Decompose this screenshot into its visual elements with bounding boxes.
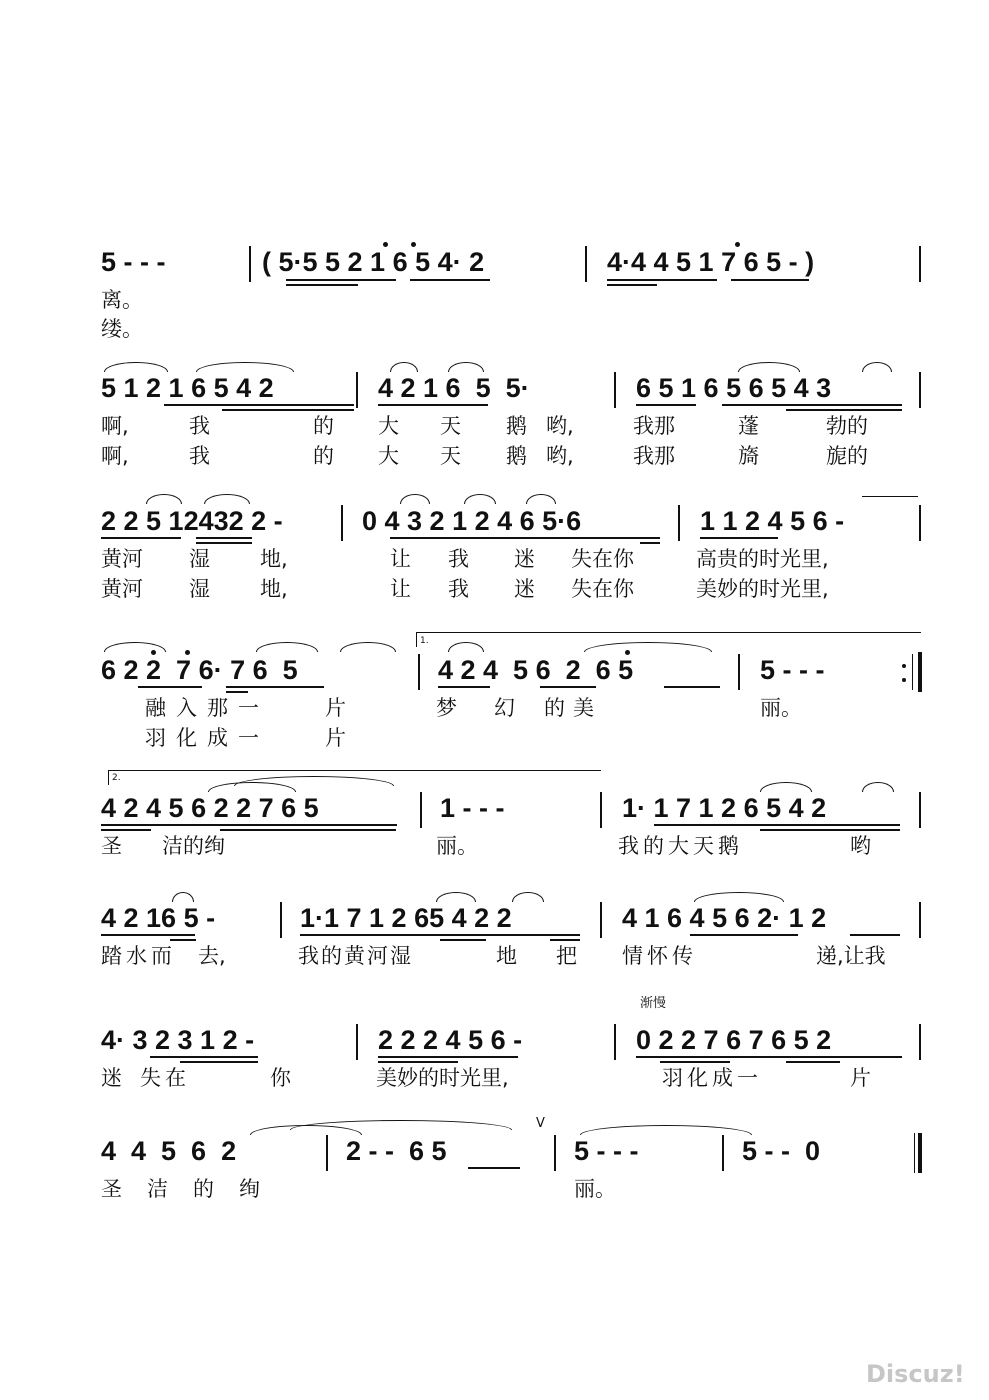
- lyric: 蓬: [738, 414, 759, 438]
- slur: [580, 1125, 752, 1135]
- underline: [660, 1061, 730, 1063]
- lyric: 大: [378, 444, 399, 468]
- barline: [326, 1135, 328, 1171]
- repeat-dot: [902, 664, 906, 668]
- breath-mark: V: [536, 1116, 545, 1131]
- barline: [919, 902, 921, 938]
- slur: [760, 782, 812, 792]
- underline: [700, 537, 778, 539]
- line7-notes-m3: 0 2 2 7 6 7 6 5 2: [636, 1025, 832, 1055]
- underline: [731, 279, 809, 281]
- line2-notes-m2: 4 2 1 6 5 5·: [378, 373, 530, 403]
- underline: [222, 409, 354, 411]
- repeat-barline: [918, 652, 922, 692]
- lyric: 失在: [140, 1066, 190, 1090]
- underline: [196, 542, 252, 544]
- line5-notes-m2: 1 - - -: [440, 793, 505, 823]
- lyric: 幻: [494, 696, 515, 720]
- underline: [664, 686, 720, 688]
- lyric: 的美: [544, 696, 602, 720]
- tempo-mark: 渐慢: [640, 996, 667, 1011]
- underline: [760, 829, 900, 831]
- barline: [919, 1024, 921, 1060]
- slur: [526, 494, 556, 504]
- underline: [378, 1056, 518, 1058]
- underline: [226, 686, 324, 688]
- lyric: 哟,: [546, 444, 574, 468]
- line4-notes-m3: 5 - - -: [760, 655, 825, 685]
- underline: [410, 279, 490, 281]
- barline: [585, 246, 587, 282]
- slur: [146, 494, 182, 504]
- lyric: 洁的绚: [162, 834, 225, 858]
- lyric: 丽。: [574, 1177, 616, 1201]
- underline: [164, 404, 354, 406]
- lyric: 迷: [101, 1066, 122, 1090]
- underline: [640, 542, 660, 544]
- octave-dot: [151, 650, 156, 655]
- line8-notes-m3: 5 - - -: [574, 1136, 639, 1166]
- barline: [249, 246, 251, 282]
- lyric: 片: [325, 696, 346, 720]
- repeat-barline: [912, 654, 913, 690]
- line2-notes-m1: 5 1 2 1 6 5 4 2: [101, 373, 274, 403]
- slur: [436, 892, 476, 902]
- barline: [919, 792, 921, 828]
- lyric: 地,: [260, 577, 288, 601]
- underline: [101, 934, 195, 936]
- line6-notes-m1: 4 2 16 5 -: [101, 903, 216, 933]
- line8-notes-m2: 2 - - 6 5: [346, 1136, 447, 1166]
- barline: [614, 1024, 616, 1060]
- underline: [180, 1061, 258, 1063]
- slur: [204, 494, 250, 504]
- underline: [607, 279, 717, 281]
- barline: [919, 372, 921, 408]
- line3-notes-m1: 2 2 5 12432 2 -: [101, 506, 283, 536]
- underline: [220, 829, 396, 831]
- underline: [440, 939, 486, 941]
- lyric: 洁: [147, 1177, 168, 1201]
- lyric: 鹅: [506, 444, 527, 468]
- lyric: 失在你: [571, 577, 634, 601]
- underline: [722, 404, 902, 406]
- lyric: 天: [440, 414, 461, 438]
- slur: [738, 362, 800, 372]
- octave-dot: [185, 650, 190, 655]
- lyric: 地,: [260, 547, 288, 571]
- underline: [690, 934, 798, 936]
- slur: [256, 642, 318, 652]
- barline: [722, 1135, 724, 1171]
- barline: [554, 1135, 556, 1171]
- lyric: 的: [193, 1177, 214, 1201]
- slur: [862, 362, 892, 372]
- barline: [919, 505, 921, 541]
- line4-notes-m1: 6 2 2 7 6· 7 6 5: [101, 655, 298, 685]
- discuz-watermark: Discuz!: [866, 1360, 965, 1388]
- repeat-dot: [902, 678, 906, 682]
- lyric: 旖: [738, 444, 759, 468]
- underline: [550, 939, 580, 941]
- barline: [614, 372, 616, 408]
- lyric: 鹅: [506, 414, 527, 438]
- underline: [636, 404, 696, 406]
- lyric: 我: [448, 547, 469, 571]
- lyric: 递,让我: [816, 944, 886, 968]
- barline: [678, 505, 680, 541]
- lyric: 踏水而: [101, 944, 176, 968]
- line5-notes-m1: 4 2 4 5 6 2 2 7 6 5: [101, 793, 319, 823]
- lyric: 羽化成一: [662, 1066, 762, 1090]
- lyric: 啊,: [101, 414, 129, 438]
- line4-notes-m2: 4 2 4 5 6 2 6 5: [438, 655, 634, 685]
- lyric: 你: [270, 1066, 291, 1090]
- lyric: 高贵的时光里,: [696, 547, 829, 571]
- underline: [468, 1167, 520, 1169]
- slur: [390, 362, 418, 372]
- underline: [786, 1061, 840, 1063]
- lyric: 的: [313, 444, 334, 468]
- slur: [694, 892, 784, 902]
- slur: [104, 362, 168, 372]
- lyric: 地: [496, 944, 517, 968]
- lyric: 天: [440, 444, 461, 468]
- octave-dot: [411, 242, 416, 247]
- lyric: 黄河: [101, 577, 143, 601]
- lyric: 圣: [101, 834, 122, 858]
- slur: [104, 642, 166, 652]
- barline: [356, 372, 358, 408]
- barline: [420, 792, 422, 828]
- underline: [540, 686, 596, 688]
- line6-notes-m3: 4 1 6 4 5 6 2· 1 2: [622, 903, 827, 933]
- final-barline: [918, 1133, 922, 1173]
- underline: [196, 537, 252, 539]
- slur: [172, 892, 194, 902]
- line6-notes-m2: 1·1 7 1 2 65 4 2 2: [300, 903, 512, 933]
- lyric: 我: [189, 444, 210, 468]
- lyric: 我的大天鹅: [618, 834, 743, 858]
- lyric: 梦: [436, 696, 457, 720]
- lyric: 大: [378, 414, 399, 438]
- underline: [286, 284, 358, 286]
- lyric: 丽。: [760, 696, 802, 720]
- lyric: 丽。: [436, 834, 478, 858]
- underline: [286, 279, 396, 281]
- line3-notes-m2: 0 4 3 2 1 2 4 6 5·6: [362, 506, 582, 536]
- lyric: 情怀传: [622, 944, 697, 968]
- underline: [438, 686, 490, 688]
- slur: [196, 362, 294, 372]
- slur: [290, 1120, 512, 1130]
- line1-notes-m2: ( 5·5 5 2 1 6 5 4· 2: [262, 247, 485, 277]
- underline: [850, 934, 900, 936]
- lyric: 迷: [514, 577, 535, 601]
- octave-dot: [383, 242, 388, 247]
- lyric: 让: [390, 547, 411, 571]
- line7-notes-m2: 2 2 2 4 5 6 -: [378, 1025, 523, 1055]
- lyric: 旎的: [826, 444, 868, 468]
- lyric: 我那: [633, 414, 675, 438]
- barline: [418, 654, 420, 690]
- line5-notes-m3: 1· 1 7 1 2 6 5 4 2: [622, 793, 827, 823]
- barline: [341, 505, 343, 541]
- volta-label-1: 1.: [420, 636, 429, 646]
- underline: [378, 1061, 458, 1063]
- octave-dot: [625, 650, 630, 655]
- barline: [600, 792, 602, 828]
- tie-line: [862, 496, 918, 511]
- line3-notes-m3: 1 1 2 4 5 6 -: [700, 506, 845, 536]
- line7-notes-m1: 4· 3 2 3 1 2 -: [101, 1025, 255, 1055]
- line8-notes-m4: 5 - - 0: [742, 1136, 821, 1166]
- barline: [280, 902, 282, 938]
- underline: [101, 537, 181, 539]
- barline: [919, 246, 921, 282]
- slur: [340, 642, 396, 652]
- underline: [607, 284, 657, 286]
- lyric: 去,: [198, 944, 226, 968]
- underline: [170, 939, 196, 941]
- underline: [101, 829, 151, 831]
- line2-notes-m3: 6 5 1 6 5 6 5 4 3: [636, 373, 832, 403]
- octave-dot: [735, 242, 740, 247]
- barline: [738, 654, 740, 690]
- slur: [448, 362, 484, 372]
- slur: [464, 494, 496, 504]
- underline: [786, 409, 902, 411]
- line1-notes-m1: 5 - - -: [101, 247, 166, 277]
- lyric: 羽化成一: [145, 726, 269, 750]
- lyric: 勃的: [826, 414, 868, 438]
- underline: [138, 686, 202, 688]
- lyric: 哟,: [546, 414, 574, 438]
- lyric: 湿: [189, 577, 210, 601]
- slur: [512, 892, 544, 902]
- underline: [226, 691, 248, 693]
- underline: [378, 404, 488, 406]
- lyric: 迷: [514, 547, 535, 571]
- lyric: 我那: [633, 444, 675, 468]
- lyric: 让: [390, 577, 411, 601]
- slur: [400, 494, 430, 504]
- underline: [654, 824, 900, 826]
- underline: [101, 824, 397, 826]
- lyric: 片: [325, 726, 346, 750]
- lyric: 啊,: [101, 444, 129, 468]
- lyric: 融入那一: [145, 696, 269, 720]
- underline: [150, 1056, 258, 1058]
- lyric: 失在你: [571, 547, 634, 571]
- slur: [862, 782, 894, 792]
- volta-label-2: 2.: [112, 773, 121, 783]
- lyric: 片: [850, 1066, 871, 1090]
- underline: [390, 537, 660, 539]
- lyric: 缕。: [101, 317, 143, 341]
- lyric: 把: [556, 944, 577, 968]
- barline: [600, 902, 602, 938]
- lyric: 黄河: [101, 547, 143, 571]
- lyric: 绚: [239, 1177, 260, 1201]
- lyric: 离。: [101, 288, 143, 312]
- underline: [300, 934, 580, 936]
- lyric: 我的黄河湿: [298, 944, 413, 968]
- line1-notes-m3: 4·4 4 5 1 7 6 5 - ): [607, 247, 815, 277]
- lyric: 湿: [189, 547, 210, 571]
- line8-notes-m1: 4 4 5 6 2: [101, 1136, 237, 1166]
- lyric: 圣: [101, 1177, 122, 1201]
- lyric: 的: [313, 414, 334, 438]
- lyric: 哟: [850, 834, 871, 858]
- lyric: 我: [448, 577, 469, 601]
- barline: [356, 1024, 358, 1060]
- underline: [636, 1056, 902, 1058]
- lyric: 美妙的时光里,: [376, 1066, 509, 1090]
- final-barline: [914, 1133, 915, 1173]
- lyric: 我: [189, 414, 210, 438]
- lyric: 美妙的时光里,: [696, 577, 829, 601]
